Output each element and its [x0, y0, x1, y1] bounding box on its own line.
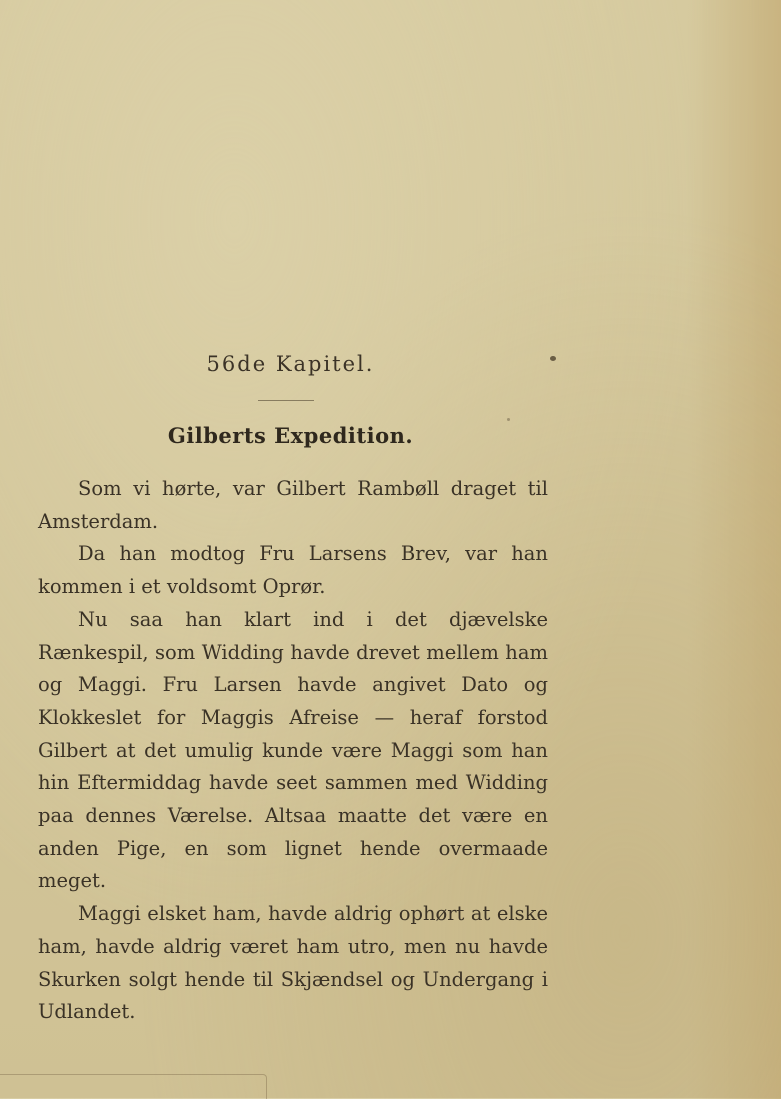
ink-speck: [507, 418, 510, 421]
paragraph: Maggi elsket ham, havde aldrig ophørt at elske ham, havde aldrig været ham utro, men nu havde Skurken solgt hende til Skjændsel og Undergang i Udlandet.: [38, 902, 548, 1024]
chapter-number-heading: 56de Kapitel.: [206, 352, 375, 376]
paragraph: Nu saa han klart ind i det djævelske Rænkespil, som Widding havde drevet mellem ham og Maggi. Fru Larsen havde angivet Dato og Klokkeslet for Maggis Afreise — heraf forstod Gilbert at det umulig kunde være Maggi som han hin Eftermiddag havde seet sammen med Widding paa dennes Værelse. Altsaa maatte det være en anden Pige, en som lignet hende overmaade meget.: [38, 607, 548, 893]
ink-speck: [550, 356, 556, 361]
page-bottom-edge: [0, 1074, 267, 1099]
chapter-title: Gilberts Expedition.: [167, 423, 414, 448]
paragraph: Som vi hørte, var Gilbert Rambøll draget til Amsterdam.: [38, 477, 548, 533]
chapter-body: [38, 473, 548, 1029]
heading-divider: [258, 400, 314, 401]
paragraph: Da han modtog Fru Larsens Brev, var han kommen i et voldsomt Oprør.: [38, 542, 548, 599]
